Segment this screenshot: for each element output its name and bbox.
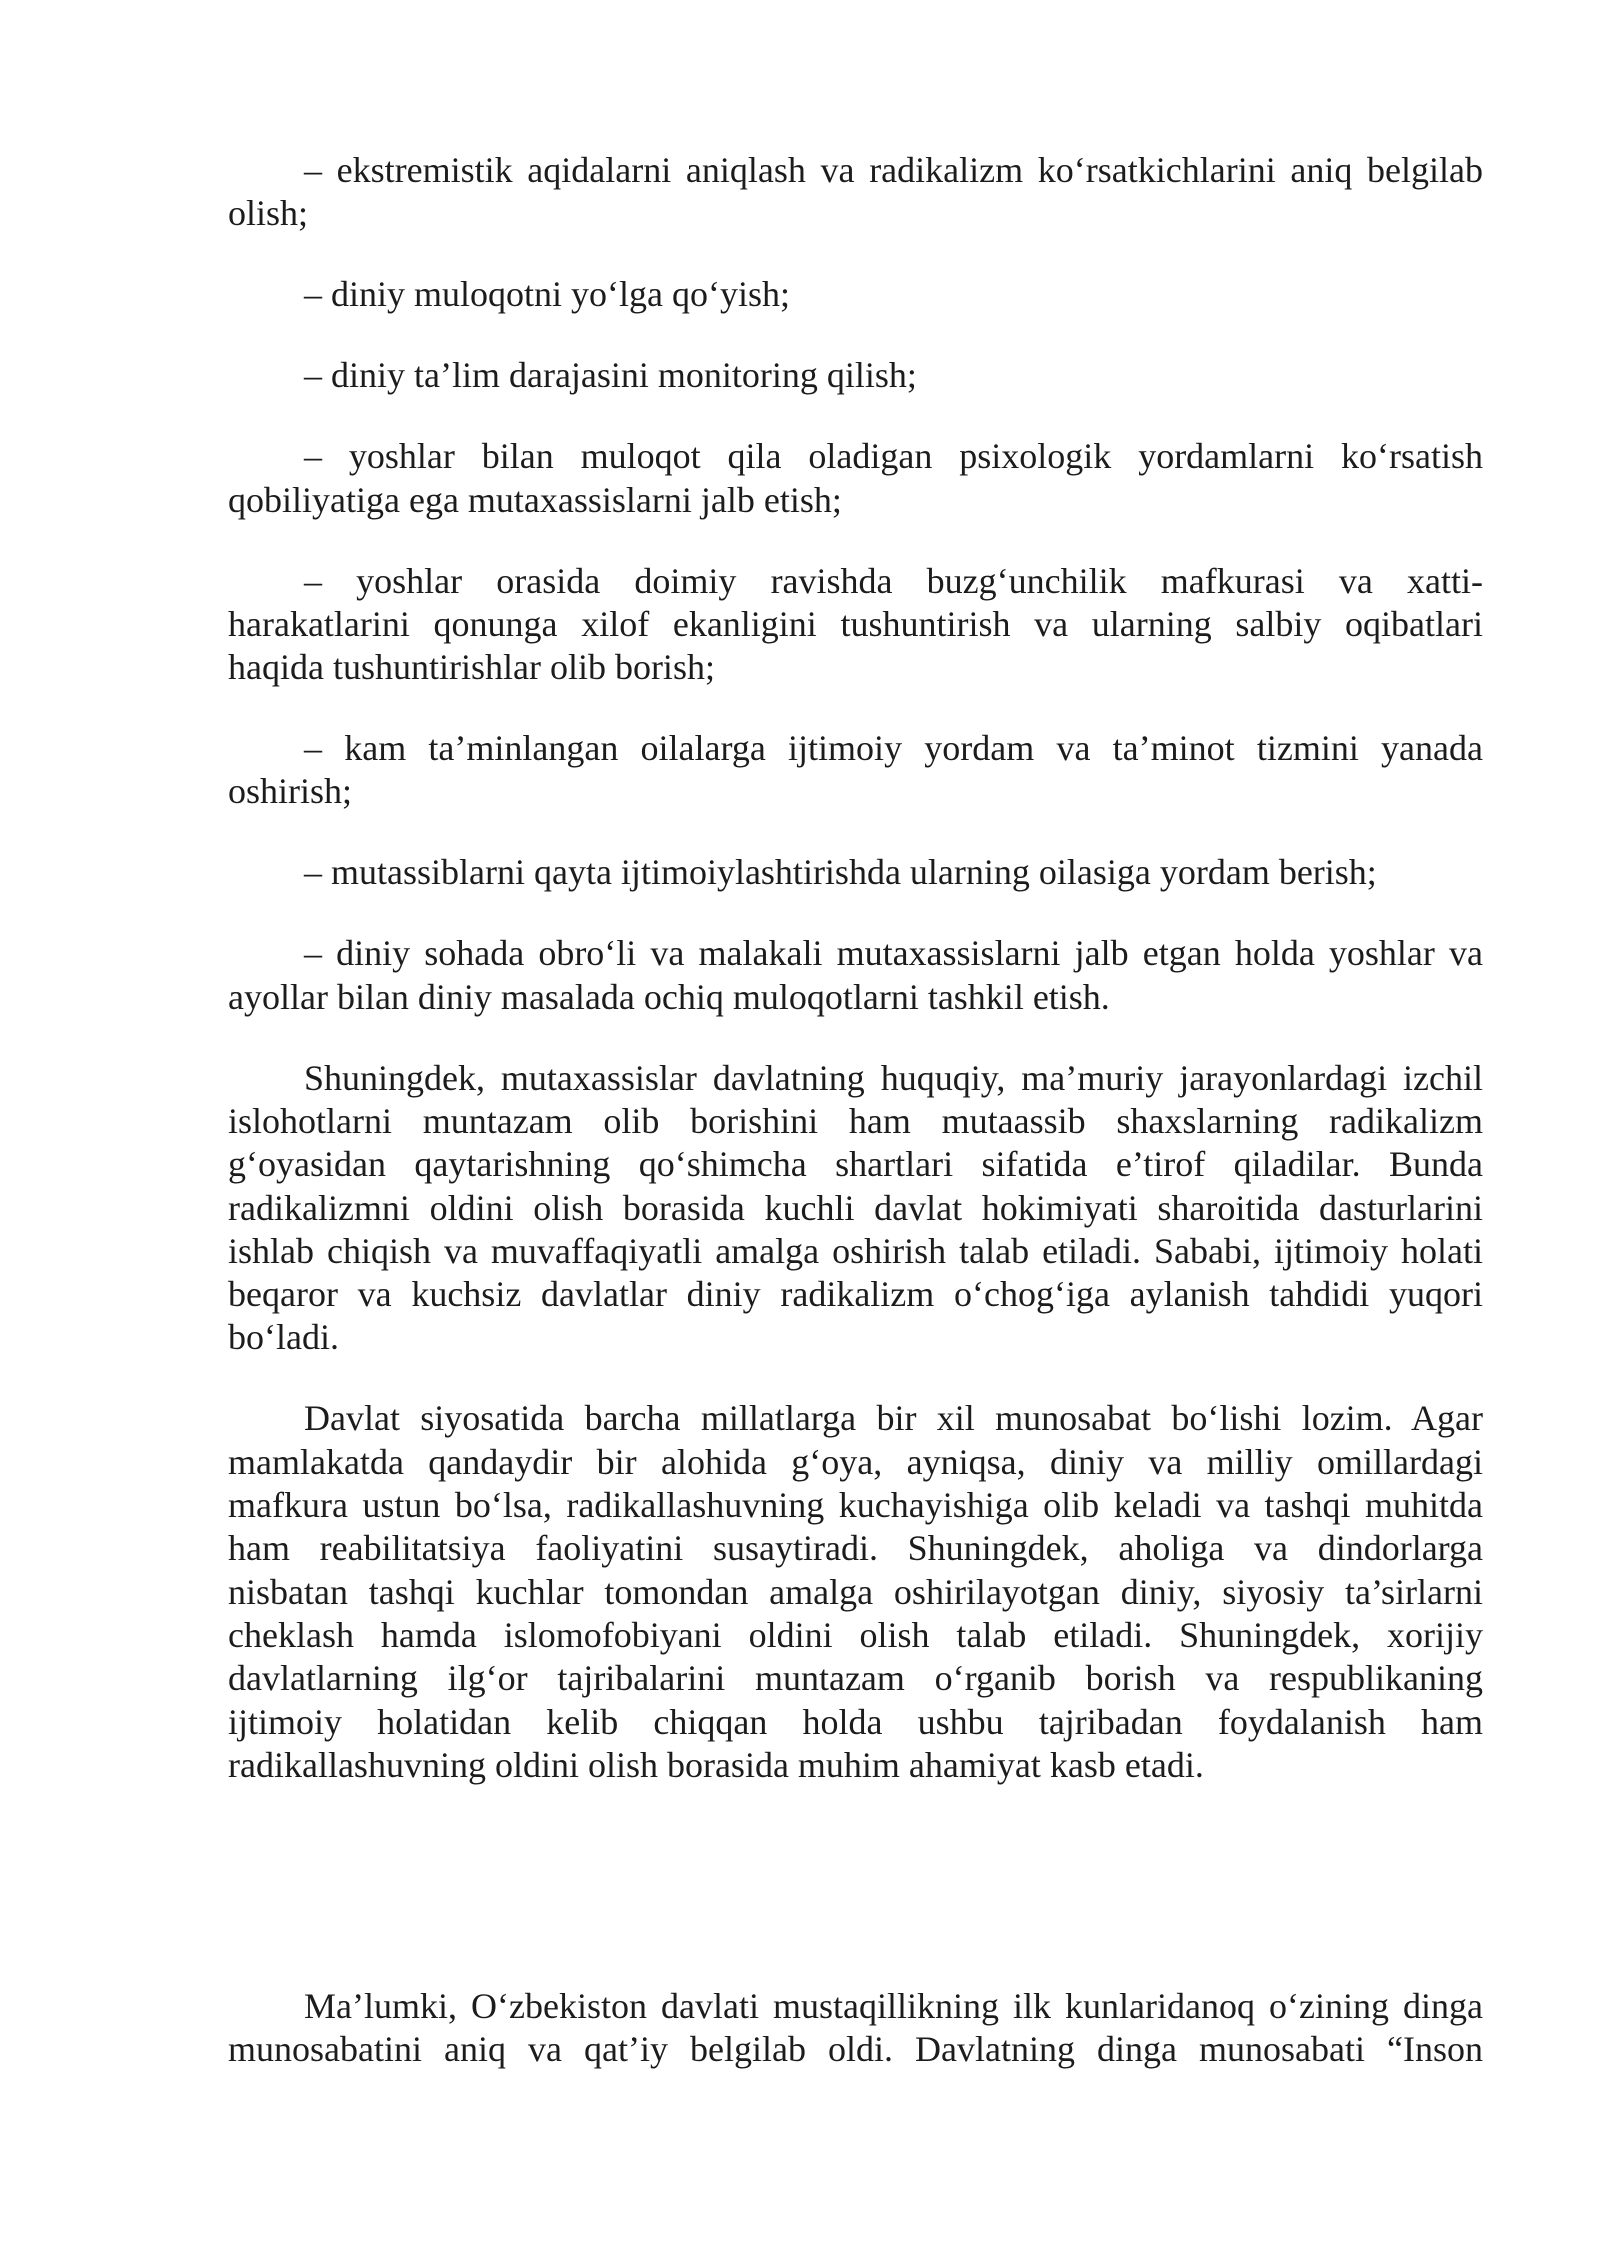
text-line: olish; [228,193,309,234]
document-body [228,149,1483,2109]
text-line: islohotlarni muntazam olib borishini ham mutaassib shaxslarning radikalizm [228,1100,1483,1141]
text-line: beqaror va kuchsiz davlatlar diniy radikalizm o‘chog‘iga aylanish tahdidi yuqori [228,1274,1483,1315]
text-line: – diniy sohada obro‘li va malakali mutaxassislarni jalb etgan holda yoshlar va [304,933,1483,974]
list-item [228,273,1483,316]
text-line: haqida tushuntirishlar olib borish; [228,647,715,688]
list-item [228,727,1483,814]
text-line: ishlab chiqish va muvaffaqiyatli amalga oshirish talab etiladi. Sababi, ijtimoiy holati [228,1230,1483,1271]
text-line: oshirish; [228,771,353,812]
text-line: Davlat siyosatida barcha millatlarga bir xil munosabat bo‘lishi lozim. Agar [304,1398,1483,1439]
text-line: mamlakatda qandaydir bir alohida g‘oya, ayniqsa, diniy va milliy omillardagi [228,1441,1483,1482]
text-line: – diniy ta’lim darajasini monitoring qilish; [304,355,917,396]
text-line: ham reabilitatsiya faoliyatini susaytiradi. Shuningdek, aholiga va dindorlarga [228,1528,1483,1569]
list-item [228,149,1483,236]
text-line: cheklash hamda islomofobiyani oldini olish talab etiladi. Shuningdek, xorijiy [228,1614,1483,1655]
text-line: – yoshlar bilan muloqot qila oladigan psixologik yordamlarni ko‘rsatish [304,436,1483,477]
list-item [228,560,1483,690]
text-line: – kam ta’minlangan oilalarga ijtimoiy yordam va ta’minot tizmini yanada [304,728,1483,769]
text-line: radikallashuvning oldini olish borasida muhim ahamiyat kasb etadi. [228,1744,1204,1785]
text-line: ijtimoiy holatidan kelib chiqqan holda ushbu tajribadan foydalanish ham [228,1701,1483,1742]
paragraph [228,1397,1483,1787]
list-item [228,354,1483,397]
list-item [228,851,1483,894]
list-item [228,932,1483,1019]
paragraph [228,1057,1483,1360]
text-line: g‘oyasidan qaytarishning qo‘shimcha shartlari sifatida e’tirof qiladilar. Bunda [228,1144,1483,1185]
text-line: davlatlarning ilg‘or tajribalarini muntazam o‘rganib borish va respublikaning [228,1658,1483,1699]
text-line: ayollar bilan diniy masalada ochiq muloqotlarni tashkil etish. [228,976,1110,1017]
text-line: – yoshlar orasida doimiy ravishda buzg‘unchilik mafkurasi va xatti- [304,560,1483,601]
text-line: munosabatini aniq va qat’iy belgilab oldi. Davlatning dinga munosabati “Inson [228,2029,1483,2070]
text-line: – diniy muloqotni yo‘lga qo‘yish; [304,274,790,315]
text-line: radikalizmni oldini olish borasida kuchli davlat hokimiyati sharoitida dasturlarini [228,1187,1483,1228]
text-line: nisbatan tashqi kuchlar tomondan amalga oshirilayotgan diniy, siyosiy ta’sirlarni [228,1571,1483,1612]
text-line: harakatlarini qonunga xilof ekanligini tushuntirish va ularning salbiy oqibatlari [228,603,1483,644]
list-item [228,435,1483,522]
text-line: – mutassiblarni qayta ijtimoiylashtirishda ularning oilasiga yordam berish; [304,852,1377,893]
text-line: mafkura ustun bo‘lsa, radikallashuvning kuchayishiga olib keladi va tashqi muhitda [228,1485,1483,1526]
text-line: Shuningdek, mutaxassislar davlatning huquqiy, ma’muriy jarayonlardagi izchil [304,1057,1483,1098]
paragraph [228,1985,1483,2072]
text-line: – ekstremistik aqidalarni aniqlash va radikalizm ko‘rsatkichlarini aniq belgilab [304,150,1483,190]
text-line: bo‘ladi. [228,1317,339,1358]
text-line: Ma’lumki, O‘zbekiston davlati mustaqillikning ilk kunlaridanoq o‘zining dinga [304,1985,1483,2026]
text-line: qobiliyatiga ega mutaxassislarni jalb etish; [228,479,842,520]
